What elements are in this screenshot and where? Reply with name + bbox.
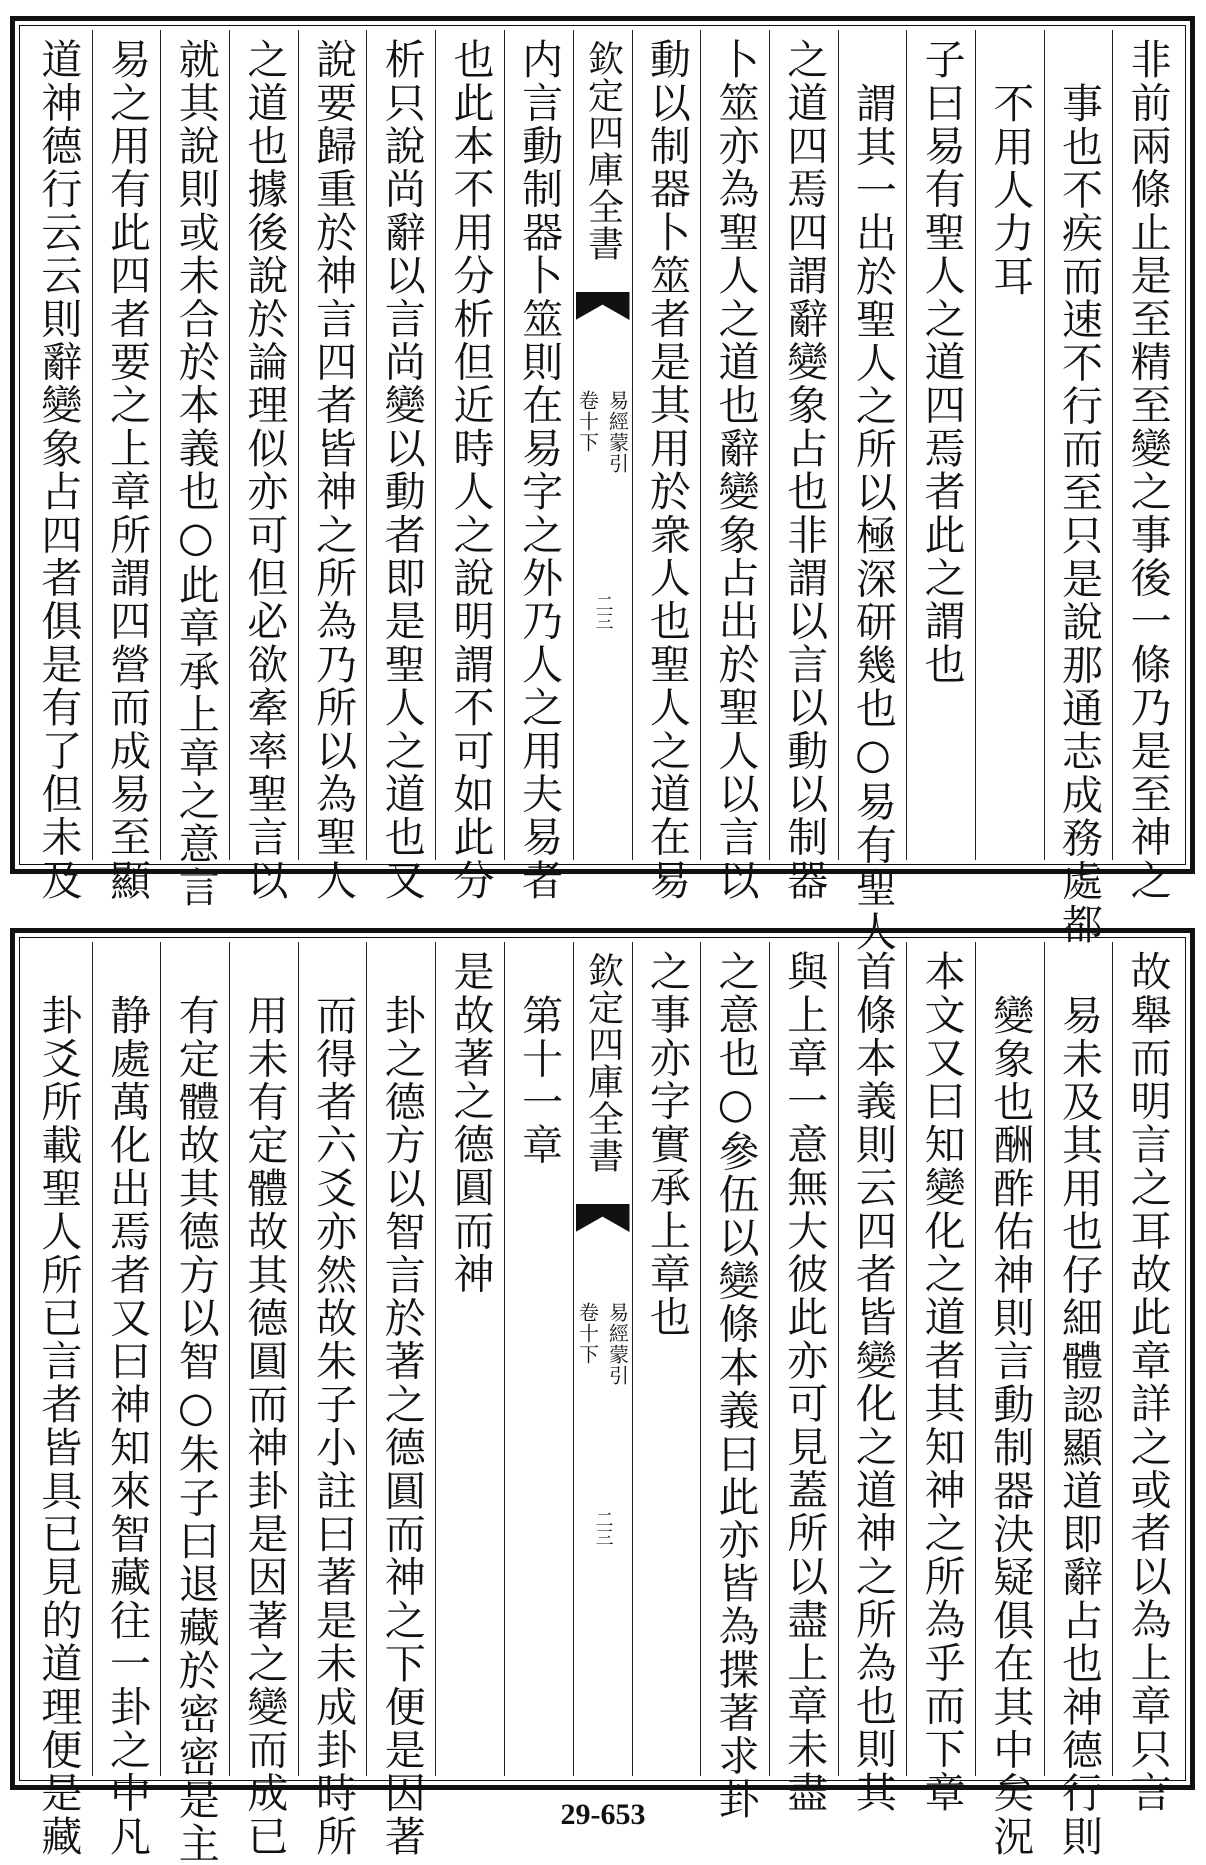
column-text: 卜筮亦為聖人之道也辭變象占出於聖人以言以 — [711, 38, 760, 902]
text-column — [160, 942, 229, 1865]
text-column — [366, 30, 435, 902]
folio-number: 二三 — [592, 1510, 614, 1546]
text-column — [1112, 942, 1181, 1814]
volume-label: 卷十下 — [575, 1302, 600, 1365]
text-column — [24, 942, 92, 1858]
column-text: 就其說則或未合於本義也○此章承上章之意言 — [171, 38, 220, 909]
column-text: 卦爻所載聖人所已言者皆具已見的道理便是藏 — [34, 994, 83, 1858]
center-fold — [573, 30, 632, 860]
book-name: 易經蒙引 — [605, 390, 630, 474]
folio-number: 二三 — [592, 594, 614, 630]
text-column — [975, 942, 1044, 1858]
fishtail-ornament — [576, 1204, 630, 1232]
text-column — [298, 30, 367, 902]
text-column — [838, 30, 907, 953]
text-column — [632, 30, 701, 902]
text-column — [906, 30, 975, 860]
fishtail-ornament — [576, 292, 630, 320]
column-text: 也此本不用分析但近時人之說明謂不可如此分 — [446, 38, 495, 902]
text-column — [92, 942, 161, 1858]
column-text: 故舉而明言之耳故此章詳之或者以為上章只言 — [1123, 950, 1172, 1814]
column-text: 析只說尚辭以言尚變以動者即是聖人之道也又 — [377, 38, 426, 902]
column-text: 卦之德方以智言於著之德圓而神之下便是因著 — [377, 994, 426, 1858]
column-text: 首條本義則云四者皆變化之道神之所為也則其 — [848, 950, 897, 1814]
column-text: 之道四焉四謂辭變象占也非謂以言以動以制器 — [780, 38, 829, 902]
text-column — [298, 942, 367, 1858]
text-column — [1112, 30, 1181, 902]
text-column — [160, 30, 229, 909]
text-column — [366, 942, 435, 1858]
top-page — [10, 16, 1195, 953]
text-column — [504, 30, 573, 902]
text-column — [769, 30, 838, 902]
text-column — [632, 942, 701, 1776]
column-text: 有定體故其德方以智○朱子曰退藏於密密是主 — [171, 994, 220, 1865]
text-column — [769, 942, 838, 1814]
column-text: 謂其一出於聖人之所以極深研幾也○易有聖人 — [848, 82, 897, 953]
chapter-heading: 第十一章 — [515, 994, 564, 1167]
fold-title: 欽定四庫全書 — [582, 952, 624, 1174]
center-fold — [573, 942, 632, 1776]
column-text: 子曰易有聖人之道四焉者此之謂也 — [917, 38, 966, 686]
text-column — [700, 942, 769, 1821]
column-text: 變象也酬酢佑神則言動制器決疑俱在其中矣況 — [986, 994, 1035, 1858]
text-column — [435, 942, 504, 1776]
top-page-columns — [24, 30, 1181, 953]
column-text: 静處萬化出焉者又曰神知來智藏往一卦之中凡 — [103, 994, 152, 1858]
column-text: 易之用有此四者要之上章所謂四營而成易至顯 — [103, 38, 152, 902]
column-text: 易未及其用也仔細體認顯道即辭占也神德行則 — [1054, 994, 1103, 1858]
text-column — [229, 30, 298, 902]
column-text: 本文又曰知變化之道者其知神之所為乎而下章 — [917, 950, 966, 1814]
column-text: 之意也○參伍以變條本義曰此亦皆為揲著求卦 — [711, 950, 760, 1821]
column-text: 事也不疾而速不行而至只是說那通志成務處都 — [1054, 82, 1103, 946]
column-text: 動以制器卜筮者是其用於衆人也聖人之道在易 — [642, 38, 691, 902]
text-column — [1044, 942, 1113, 1858]
column-text: 與上章一意無大彼此亦可見蓋所以盡上章未盡 — [780, 950, 829, 1814]
text-column — [24, 30, 92, 902]
text-column — [229, 942, 298, 1858]
column-text: 非前兩條止是至精至變之事後一條乃是至神之 — [1123, 38, 1172, 902]
column-text: 說要歸重於神言四者皆神之所為乃所以為聖人 — [309, 38, 358, 902]
text-column — [435, 30, 504, 902]
column-text: 不用人力耳 — [986, 82, 1035, 298]
column-text: 内言動制器卜筮則在易字之外乃人之用夫易者 — [515, 38, 564, 902]
text-column — [700, 30, 769, 902]
column-text: 是故著之德圓而神 — [446, 950, 495, 1296]
column-text: 之道也據後說於論理似亦可但必欲牽率聖言以 — [240, 38, 289, 902]
fold-title: 欽定四庫全書 — [582, 40, 624, 262]
volume-label: 卷十下 — [575, 390, 600, 453]
column-text: 道神德行云云則辭變象占四者俱是有了但未及 — [34, 38, 83, 902]
text-column — [1044, 30, 1113, 946]
column-text: 而得者六爻亦然故朱子小註曰著是未成卦時所 — [309, 994, 358, 1858]
book-name: 易經蒙引 — [605, 1302, 630, 1386]
text-column — [838, 942, 907, 1814]
page-number: 29-653 — [560, 1798, 646, 1831]
text-column — [975, 30, 1044, 860]
column-text: 用未有定體故其德圓而神卦是因著之變而成已 — [240, 994, 289, 1858]
text-column — [906, 942, 975, 1814]
column-text: 之事亦字實承上章也 — [642, 950, 691, 1339]
chapter-heading-column — [504, 942, 573, 1776]
text-column — [92, 30, 161, 902]
